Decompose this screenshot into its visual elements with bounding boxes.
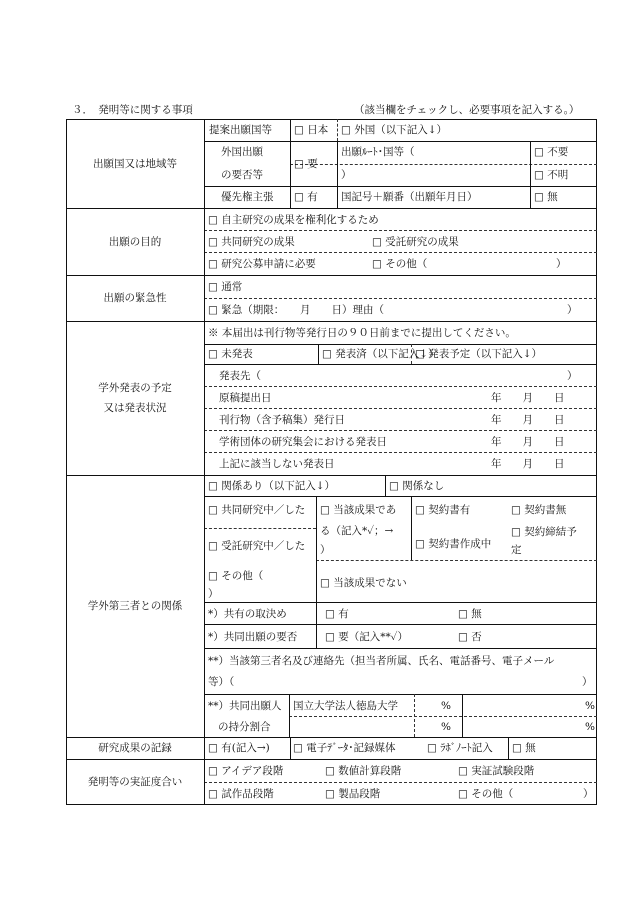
rule <box>316 602 317 624</box>
priority-detail-field[interactable]: 国記号＋願番（出願年月日） <box>341 191 478 203</box>
checkbox-not-result[interactable]: □ 当該成果でない <box>320 577 407 589</box>
publication-label: 学外発表の予定 <box>98 382 172 394</box>
rule <box>462 694 463 737</box>
rule <box>204 452 597 453</box>
publication-notice: ※ 本届出は刊行物等発行日の９０日前までに提出してください。 <box>208 327 516 339</box>
rule <box>204 252 597 253</box>
percent-field[interactable]: % <box>441 721 451 733</box>
rule <box>337 141 338 208</box>
contract-planned-suffix: 定 <box>511 544 522 556</box>
urgency-label: 出願の緊急性 <box>103 292 167 304</box>
rule <box>204 648 597 649</box>
priority-label: 優先権主張 <box>221 191 274 203</box>
proposed-country-label: 提案出願国等 <box>209 124 272 136</box>
rule <box>530 141 531 208</box>
rule <box>204 298 597 299</box>
rule <box>204 344 597 345</box>
rule <box>290 119 291 208</box>
records-label: 研究成果の記録 <box>98 742 172 754</box>
rule <box>66 737 597 738</box>
stage-label: 発明等の実証度合い <box>87 776 183 788</box>
route-field[interactable]: 出願ﾙｰﾄ･国等（ <box>341 146 415 158</box>
percent-field[interactable]: % <box>585 700 595 712</box>
checkbox-grant-application[interactable]: □ 研究公募申請に必要 <box>208 258 316 270</box>
checkbox-urgent[interactable]: □ 緊急（期限： 月 日）理由（ <box>208 304 385 316</box>
rule <box>316 496 317 602</box>
share-ratio-label: の持分割合 <box>218 721 271 733</box>
checkbox-purpose-other[interactable]: □ その他（ <box>372 258 428 270</box>
rule <box>66 475 597 476</box>
checkbox-contract-planned[interactable]: □ 契約締結予 <box>511 526 577 538</box>
checkbox-not-needed[interactable]: □ 不要 <box>534 146 569 158</box>
paren-close: ） <box>320 544 331 556</box>
rule <box>66 208 597 209</box>
contact-note: **）当該第三者名及び連絡先（担当者所属、氏名、電話番号、電子メール <box>208 655 555 667</box>
date-row-label: 上記に該当しない発表日 <box>219 458 335 470</box>
date-row-value[interactable]: 年 月 日 <box>491 392 565 404</box>
date-row-value[interactable]: 年 月 日 <box>491 436 565 448</box>
rule <box>204 230 597 231</box>
rule <box>290 737 291 759</box>
checkbox-records-yes[interactable]: □ 有(記入→) <box>208 742 270 754</box>
checkbox-joint-filing-no[interactable]: □ 否 <box>458 631 482 643</box>
checkbox-prototype[interactable]: □ 試作品段階 <box>208 788 274 800</box>
checkbox-related[interactable]: □ 関係あり（以下記入↓） <box>208 480 336 492</box>
checkbox-priority-yes[interactable]: □ 有 <box>294 191 318 203</box>
route-field-close: ） <box>341 169 352 181</box>
checkbox-calculation[interactable]: □ 数値計算段階 <box>325 765 402 777</box>
checkbox-idea[interactable]: □ アイデア段階 <box>208 765 284 777</box>
joint-filing-label: *）共同出願の要否 <box>208 631 298 643</box>
purpose-label: 出願の目的 <box>108 236 162 248</box>
foreign-need-label: 外国出願 <box>221 146 263 158</box>
checkbox-is-result[interactable]: □ 当該成果であ <box>320 504 397 516</box>
paren-close: ） <box>208 588 219 600</box>
contact-field[interactable]: 等）（ <box>208 676 235 688</box>
checkbox-commissioned[interactable]: □ 受託研究中／した <box>208 540 306 552</box>
section-title: ３． 発明等に関する事項 <box>72 104 193 116</box>
date-row-label: 刊行物（含予稿集）発行日 <box>219 414 345 426</box>
date-row-value[interactable]: 年 月 日 <box>491 414 565 426</box>
rule <box>204 782 597 783</box>
rule <box>204 364 597 365</box>
checkbox-records-none[interactable]: □ 無 <box>512 742 536 754</box>
checkbox-unpublished[interactable]: □ 未発表 <box>208 348 253 360</box>
percent-field[interactable]: % <box>441 700 451 712</box>
checkbox-lab-notebook[interactable]: □ ﾗﾎﾞﾉｰﾄ記入 <box>427 742 493 754</box>
date-row-label: 学術団体の研究集会における発表日 <box>219 436 387 448</box>
checkbox-japan[interactable]: □ 日本 <box>294 124 329 136</box>
checkbox-contract-none[interactable]: □ 契約書無 <box>511 504 567 516</box>
rule <box>66 759 597 760</box>
shared-agreement-label: *）共有の取決め <box>208 608 287 620</box>
publication-label: 又は発表状況 <box>103 402 167 414</box>
checkbox-other[interactable]: □ その他（ <box>208 570 264 582</box>
checkbox-electronic-media[interactable]: □ 電子ﾃﾞｰﾀ･記録媒体 <box>293 742 396 754</box>
checkbox-foreign-needed[interactable]: □ 要 <box>294 158 318 170</box>
share-ratio-label: **）共同出願人 <box>208 700 282 712</box>
rule <box>289 694 290 737</box>
rule <box>316 624 317 648</box>
rule <box>204 141 597 142</box>
rule <box>204 430 597 431</box>
checkbox-unknown[interactable]: □ 不明 <box>534 169 569 181</box>
paren-close: ） <box>582 676 593 688</box>
rule <box>204 528 316 529</box>
rule <box>411 496 412 560</box>
venue-field[interactable]: 発表先（ <box>219 370 261 382</box>
checkbox-shared-yes[interactable]: □ 有 <box>325 608 349 620</box>
foreign-need-label: の要否等 <box>221 169 263 181</box>
paren-close: ） <box>567 370 578 382</box>
rule <box>385 475 386 496</box>
rule <box>204 694 597 695</box>
paren-close: ） <box>567 304 578 316</box>
rule <box>204 386 597 387</box>
is-result-note: る（記入*✓；→ <box>320 525 394 537</box>
checkbox-stage-other[interactable]: □ その他（ <box>458 788 514 800</box>
date-row-value[interactable]: 年 月 日 <box>491 458 565 470</box>
rule <box>204 186 597 187</box>
checkbox-normal[interactable]: □ 通常 <box>208 281 243 293</box>
rule <box>289 716 597 717</box>
rule <box>414 694 415 737</box>
instruction-text: （該当欄をチェックし、必要事項を記入する。） <box>354 104 580 116</box>
percent-field[interactable]: % <box>585 721 595 733</box>
checkbox-product[interactable]: □ 製品段階 <box>325 788 381 800</box>
rule <box>66 275 597 276</box>
paren-close: ） <box>556 258 567 270</box>
checkbox-foreign[interactable]: □ 外国（以下記入↓） <box>341 124 448 136</box>
checkbox-joint[interactable]: □ 共同研究中／した <box>208 504 306 516</box>
rule <box>204 602 597 603</box>
rule <box>66 321 597 322</box>
paren-close: ） <box>583 788 594 800</box>
checkbox-planned[interactable]: □ 発表予定（以下記入↓） <box>415 348 543 360</box>
filing-country-label: 出願国又は地域等 <box>93 158 177 170</box>
checkbox-joint-research[interactable]: □ 共同研究の成果 <box>208 236 295 248</box>
checkbox-unrelated[interactable]: □ 関係なし <box>389 480 445 492</box>
checkbox-priority-no[interactable]: □ 無 <box>534 191 558 203</box>
checkbox-joint-filing-yes[interactable]: □ 要（記入**✓） <box>325 631 409 643</box>
checkbox-contract-yes[interactable]: □ 契約書有 <box>415 504 471 516</box>
rule <box>204 408 597 409</box>
checkbox-commissioned-research[interactable]: □ 受託研究の成果 <box>372 236 459 248</box>
rule <box>508 737 509 759</box>
third-party-label: 学外第三者との関係 <box>87 600 183 612</box>
university-name: 国立大学法人徳島大学 <box>293 700 398 712</box>
date-row-label: 原稿提出日 <box>219 392 272 404</box>
rule <box>337 119 338 141</box>
checkbox-shared-no[interactable]: □ 無 <box>458 608 482 620</box>
rule <box>316 560 597 561</box>
checkbox-published[interactable]: □ 発表済（以下記入↓） <box>322 348 439 360</box>
rule <box>204 624 597 625</box>
rule <box>204 119 205 805</box>
checkbox-own-research[interactable]: □ 自主研究の成果を権利化するため <box>208 214 379 226</box>
rule <box>318 344 319 364</box>
checkbox-contract-drafting[interactable]: □ 契約書作成中 <box>415 538 492 550</box>
rule <box>204 496 597 497</box>
checkbox-experiment[interactable]: □ 実証試験段階 <box>458 765 535 777</box>
